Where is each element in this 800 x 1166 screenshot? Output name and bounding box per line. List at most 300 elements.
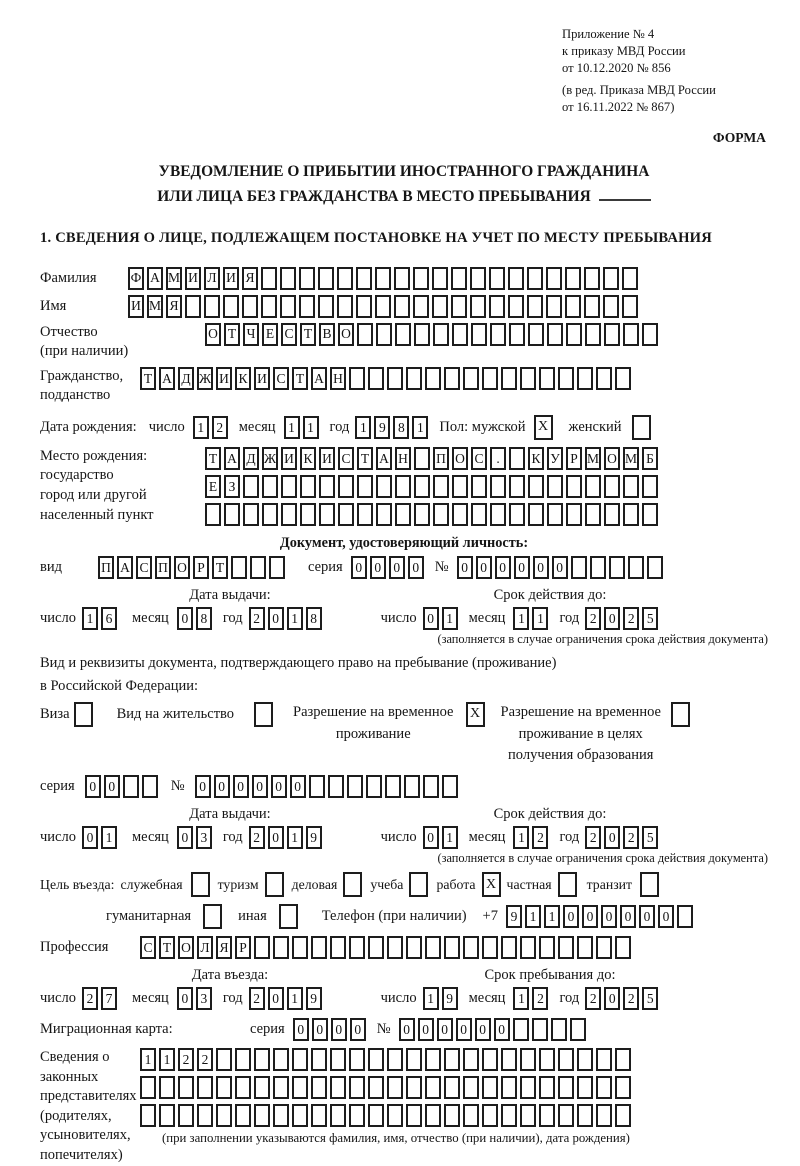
- char-cell[interactable]: [243, 475, 259, 498]
- char-cell[interactable]: [471, 323, 487, 346]
- male-checkbox[interactable]: X: [534, 415, 553, 440]
- char-cell[interactable]: 2: [585, 987, 601, 1010]
- char-cell[interactable]: [413, 267, 429, 290]
- char-cell[interactable]: [551, 1018, 567, 1041]
- char-cell[interactable]: М: [147, 295, 163, 318]
- char-cell[interactable]: 0: [423, 607, 439, 630]
- char-cell[interactable]: Е: [262, 323, 278, 346]
- char-cell[interactable]: 1: [423, 987, 439, 1010]
- char-cell[interactable]: [309, 775, 325, 798]
- char-cell[interactable]: 1: [287, 826, 303, 849]
- char-cell[interactable]: [570, 1018, 586, 1041]
- char-cell[interactable]: 3: [196, 826, 212, 849]
- char-cell[interactable]: [387, 1076, 403, 1099]
- char-cell[interactable]: [677, 905, 693, 928]
- char-cell[interactable]: С: [140, 936, 156, 959]
- char-cell[interactable]: [368, 1076, 384, 1099]
- char-cell[interactable]: [366, 775, 382, 798]
- char-cell[interactable]: [387, 1104, 403, 1127]
- char-cell[interactable]: Я: [216, 936, 232, 959]
- char-cell[interactable]: 3: [196, 987, 212, 1010]
- char-cell[interactable]: [596, 1104, 612, 1127]
- char-cell[interactable]: А: [159, 367, 175, 390]
- char-cell[interactable]: [280, 295, 296, 318]
- char-cell[interactable]: [508, 295, 524, 318]
- char-cell[interactable]: 7: [101, 987, 117, 1010]
- char-cell[interactable]: [197, 1104, 213, 1127]
- char-cell[interactable]: 0: [620, 905, 636, 928]
- char-cell[interactable]: [413, 295, 429, 318]
- char-cell[interactable]: [520, 1076, 536, 1099]
- char-cell[interactable]: 9: [306, 826, 322, 849]
- char-cell[interactable]: 0: [195, 775, 211, 798]
- char-cell[interactable]: [254, 1048, 270, 1071]
- char-cell[interactable]: [357, 475, 373, 498]
- char-cell[interactable]: [642, 323, 658, 346]
- char-cell[interactable]: [520, 936, 536, 959]
- char-cell[interactable]: [356, 267, 372, 290]
- char-cell[interactable]: [501, 367, 517, 390]
- char-cell[interactable]: 2: [249, 826, 265, 849]
- char-cell[interactable]: [387, 1048, 403, 1071]
- char-cell[interactable]: [140, 1076, 156, 1099]
- char-cell[interactable]: [433, 503, 449, 526]
- char-cell[interactable]: 0: [601, 905, 617, 928]
- char-cell[interactable]: [300, 475, 316, 498]
- char-cell[interactable]: [406, 936, 422, 959]
- char-cell[interactable]: [566, 323, 582, 346]
- char-cell[interactable]: [311, 1104, 327, 1127]
- char-cell[interactable]: 1: [442, 826, 458, 849]
- char-cell[interactable]: 2: [532, 826, 548, 849]
- char-cell[interactable]: 1: [287, 607, 303, 630]
- char-cell[interactable]: [444, 1048, 460, 1071]
- char-cell[interactable]: В: [319, 323, 335, 346]
- char-cell[interactable]: Т: [224, 323, 240, 346]
- char-cell[interactable]: [394, 295, 410, 318]
- char-cell[interactable]: 5: [642, 607, 658, 630]
- char-cell[interactable]: [444, 1076, 460, 1099]
- char-cell[interactable]: [280, 267, 296, 290]
- char-cell[interactable]: 1: [303, 416, 319, 439]
- char-cell[interactable]: [513, 1018, 529, 1041]
- char-cell[interactable]: [558, 936, 574, 959]
- char-cell[interactable]: 0: [351, 556, 367, 579]
- char-cell[interactable]: [444, 367, 460, 390]
- char-cell[interactable]: [375, 267, 391, 290]
- char-cell[interactable]: [577, 1104, 593, 1127]
- char-cell[interactable]: [423, 775, 439, 798]
- char-cell[interactable]: [357, 323, 373, 346]
- char-cell[interactable]: [539, 1076, 555, 1099]
- char-cell[interactable]: Я: [166, 295, 182, 318]
- char-cell[interactable]: 0: [533, 556, 549, 579]
- char-cell[interactable]: 0: [399, 1018, 415, 1041]
- char-cell[interactable]: И: [185, 267, 201, 290]
- char-cell[interactable]: 1: [159, 1048, 175, 1071]
- char-cell[interactable]: [558, 1076, 574, 1099]
- char-cell[interactable]: [425, 1104, 441, 1127]
- char-cell[interactable]: [489, 295, 505, 318]
- char-cell[interactable]: [385, 775, 401, 798]
- char-cell[interactable]: [159, 1104, 175, 1127]
- char-cell[interactable]: [242, 295, 258, 318]
- char-cell[interactable]: [376, 323, 392, 346]
- char-cell[interactable]: 0: [457, 556, 473, 579]
- char-cell[interactable]: [159, 1076, 175, 1099]
- char-cell[interactable]: 0: [268, 607, 284, 630]
- char-cell[interactable]: [463, 936, 479, 959]
- char-cell[interactable]: И: [223, 267, 239, 290]
- char-cell[interactable]: О: [205, 323, 221, 346]
- char-cell[interactable]: [178, 1076, 194, 1099]
- purpose-business-checkbox[interactable]: [343, 872, 362, 897]
- char-cell[interactable]: [394, 267, 410, 290]
- char-cell[interactable]: [539, 936, 555, 959]
- char-cell[interactable]: [547, 503, 563, 526]
- char-cell[interactable]: [262, 475, 278, 498]
- char-cell[interactable]: [527, 295, 543, 318]
- char-cell[interactable]: 0: [495, 556, 511, 579]
- char-cell[interactable]: [596, 1076, 612, 1099]
- char-cell[interactable]: Т: [205, 447, 221, 470]
- char-cell[interactable]: 0: [177, 607, 193, 630]
- char-cell[interactable]: 0: [177, 987, 193, 1010]
- char-cell[interactable]: И: [254, 367, 270, 390]
- char-cell[interactable]: 2: [82, 987, 98, 1010]
- char-cell[interactable]: 0: [408, 556, 424, 579]
- char-cell[interactable]: [338, 475, 354, 498]
- char-cell[interactable]: [482, 1048, 498, 1071]
- purpose-official-checkbox[interactable]: [191, 872, 210, 897]
- char-cell[interactable]: С: [136, 556, 152, 579]
- visa-checkbox[interactable]: [74, 702, 93, 727]
- char-cell[interactable]: [596, 936, 612, 959]
- char-cell[interactable]: М: [166, 267, 182, 290]
- char-cell[interactable]: Н: [330, 367, 346, 390]
- char-cell[interactable]: 0: [290, 775, 306, 798]
- char-cell[interactable]: 0: [476, 556, 492, 579]
- char-cell[interactable]: [254, 1076, 270, 1099]
- char-cell[interactable]: С: [338, 447, 354, 470]
- char-cell[interactable]: Т: [159, 936, 175, 959]
- char-cell[interactable]: [318, 267, 334, 290]
- char-cell[interactable]: 0: [85, 775, 101, 798]
- char-cell[interactable]: [292, 936, 308, 959]
- char-cell[interactable]: Я: [242, 267, 258, 290]
- char-cell[interactable]: К: [528, 447, 544, 470]
- char-cell[interactable]: [311, 1048, 327, 1071]
- char-cell[interactable]: [142, 775, 158, 798]
- char-cell[interactable]: 0: [370, 556, 386, 579]
- char-cell[interactable]: [615, 936, 631, 959]
- char-cell[interactable]: [508, 267, 524, 290]
- char-cell[interactable]: 1: [525, 905, 541, 928]
- char-cell[interactable]: [520, 1104, 536, 1127]
- char-cell[interactable]: 2: [623, 607, 639, 630]
- char-cell[interactable]: 0: [582, 905, 598, 928]
- char-cell[interactable]: 0: [514, 556, 530, 579]
- char-cell[interactable]: [337, 267, 353, 290]
- char-cell[interactable]: [311, 1076, 327, 1099]
- char-cell[interactable]: [452, 323, 468, 346]
- char-cell[interactable]: [603, 267, 619, 290]
- char-cell[interactable]: [615, 1048, 631, 1071]
- char-cell[interactable]: 0: [252, 775, 268, 798]
- char-cell[interactable]: О: [452, 447, 468, 470]
- char-cell[interactable]: [328, 775, 344, 798]
- char-cell[interactable]: С: [471, 447, 487, 470]
- char-cell[interactable]: А: [376, 447, 392, 470]
- char-cell[interactable]: [490, 323, 506, 346]
- char-cell[interactable]: [615, 1104, 631, 1127]
- char-cell[interactable]: П: [155, 556, 171, 579]
- char-cell[interactable]: [269, 556, 285, 579]
- char-cell[interactable]: О: [178, 936, 194, 959]
- char-cell[interactable]: [425, 1048, 441, 1071]
- purpose-private-checkbox[interactable]: [558, 872, 577, 897]
- char-cell[interactable]: И: [281, 447, 297, 470]
- char-cell[interactable]: [224, 503, 240, 526]
- char-cell[interactable]: [490, 503, 506, 526]
- char-cell[interactable]: 0: [456, 1018, 472, 1041]
- char-cell[interactable]: [571, 556, 587, 579]
- char-cell[interactable]: 0: [604, 826, 620, 849]
- char-cell[interactable]: [442, 775, 458, 798]
- char-cell[interactable]: [349, 1104, 365, 1127]
- char-cell[interactable]: М: [623, 447, 639, 470]
- char-cell[interactable]: [406, 1104, 422, 1127]
- char-cell[interactable]: 0: [82, 826, 98, 849]
- char-cell[interactable]: Ж: [197, 367, 213, 390]
- char-cell[interactable]: [546, 295, 562, 318]
- char-cell[interactable]: [414, 447, 430, 470]
- char-cell[interactable]: [547, 323, 563, 346]
- char-cell[interactable]: [463, 1076, 479, 1099]
- char-cell[interactable]: 1: [284, 416, 300, 439]
- char-cell[interactable]: [140, 1104, 156, 1127]
- char-cell[interactable]: [451, 267, 467, 290]
- char-cell[interactable]: [204, 295, 220, 318]
- char-cell[interactable]: А: [147, 267, 163, 290]
- char-cell[interactable]: [577, 367, 593, 390]
- char-cell[interactable]: Р: [235, 936, 251, 959]
- char-cell[interactable]: К: [300, 447, 316, 470]
- char-cell[interactable]: [216, 1076, 232, 1099]
- char-cell[interactable]: [318, 295, 334, 318]
- char-cell[interactable]: [520, 1048, 536, 1071]
- char-cell[interactable]: Т: [292, 367, 308, 390]
- char-cell[interactable]: И: [128, 295, 144, 318]
- char-cell[interactable]: Н: [395, 447, 411, 470]
- char-cell[interactable]: [471, 475, 487, 498]
- char-cell[interactable]: [584, 267, 600, 290]
- char-cell[interactable]: [387, 936, 403, 959]
- char-cell[interactable]: 2: [249, 607, 265, 630]
- char-cell[interactable]: [178, 1104, 194, 1127]
- char-cell[interactable]: [349, 367, 365, 390]
- char-cell[interactable]: 6: [101, 607, 117, 630]
- char-cell[interactable]: 2: [532, 987, 548, 1010]
- char-cell[interactable]: [547, 475, 563, 498]
- char-cell[interactable]: [337, 295, 353, 318]
- char-cell[interactable]: 0: [271, 775, 287, 798]
- char-cell[interactable]: 0: [312, 1018, 328, 1041]
- char-cell[interactable]: 1: [513, 607, 529, 630]
- char-cell[interactable]: [596, 1048, 612, 1071]
- char-cell[interactable]: [452, 503, 468, 526]
- char-cell[interactable]: И: [319, 447, 335, 470]
- char-cell[interactable]: 0: [604, 607, 620, 630]
- char-cell[interactable]: 0: [268, 826, 284, 849]
- char-cell[interactable]: 0: [214, 775, 230, 798]
- char-cell[interactable]: [319, 475, 335, 498]
- char-cell[interactable]: [585, 323, 601, 346]
- char-cell[interactable]: Т: [300, 323, 316, 346]
- char-cell[interactable]: [330, 1104, 346, 1127]
- char-cell[interactable]: 0: [604, 987, 620, 1010]
- char-cell[interactable]: [501, 1104, 517, 1127]
- char-cell[interactable]: [330, 936, 346, 959]
- char-cell[interactable]: [123, 775, 139, 798]
- char-cell[interactable]: [357, 503, 373, 526]
- char-cell[interactable]: 0: [552, 556, 568, 579]
- char-cell[interactable]: А: [311, 367, 327, 390]
- char-cell[interactable]: [414, 503, 430, 526]
- char-cell[interactable]: 0: [177, 826, 193, 849]
- char-cell[interactable]: 0: [437, 1018, 453, 1041]
- char-cell[interactable]: Д: [243, 447, 259, 470]
- char-cell[interactable]: [425, 367, 441, 390]
- char-cell[interactable]: [216, 1104, 232, 1127]
- char-cell[interactable]: [615, 1076, 631, 1099]
- purpose-study-checkbox[interactable]: [409, 872, 428, 897]
- char-cell[interactable]: [482, 1104, 498, 1127]
- char-cell[interactable]: [414, 475, 430, 498]
- char-cell[interactable]: [470, 267, 486, 290]
- char-cell[interactable]: 2: [178, 1048, 194, 1071]
- char-cell[interactable]: [330, 1048, 346, 1071]
- temp-residence-checkbox[interactable]: X: [466, 702, 485, 727]
- char-cell[interactable]: [490, 475, 506, 498]
- char-cell[interactable]: 0: [475, 1018, 491, 1041]
- char-cell[interactable]: 2: [212, 416, 228, 439]
- char-cell[interactable]: 2: [249, 987, 265, 1010]
- char-cell[interactable]: [235, 1104, 251, 1127]
- char-cell[interactable]: [604, 503, 620, 526]
- char-cell[interactable]: [558, 367, 574, 390]
- char-cell[interactable]: [509, 323, 525, 346]
- char-cell[interactable]: 1: [287, 987, 303, 1010]
- char-cell[interactable]: [532, 1018, 548, 1041]
- char-cell[interactable]: 0: [233, 775, 249, 798]
- char-cell[interactable]: [185, 295, 201, 318]
- char-cell[interactable]: [375, 295, 391, 318]
- char-cell[interactable]: [566, 475, 582, 498]
- char-cell[interactable]: [501, 1048, 517, 1071]
- char-cell[interactable]: [404, 775, 420, 798]
- char-cell[interactable]: [509, 447, 525, 470]
- char-cell[interactable]: [406, 367, 422, 390]
- char-cell[interactable]: [642, 475, 658, 498]
- char-cell[interactable]: 0: [423, 826, 439, 849]
- char-cell[interactable]: 8: [306, 607, 322, 630]
- char-cell[interactable]: [623, 503, 639, 526]
- char-cell[interactable]: [470, 295, 486, 318]
- temp-residence-edu-checkbox[interactable]: [671, 702, 690, 727]
- char-cell[interactable]: 1: [544, 905, 560, 928]
- char-cell[interactable]: 0: [658, 905, 674, 928]
- char-cell[interactable]: 0: [639, 905, 655, 928]
- char-cell[interactable]: 0: [563, 905, 579, 928]
- residence-permit-checkbox[interactable]: [254, 702, 273, 727]
- char-cell[interactable]: [197, 1076, 213, 1099]
- char-cell[interactable]: [623, 475, 639, 498]
- char-cell[interactable]: 2: [623, 826, 639, 849]
- char-cell[interactable]: [395, 503, 411, 526]
- char-cell[interactable]: [604, 475, 620, 498]
- char-cell[interactable]: [273, 936, 289, 959]
- char-cell[interactable]: [395, 475, 411, 498]
- char-cell[interactable]: [558, 1048, 574, 1071]
- char-cell[interactable]: [235, 1048, 251, 1071]
- char-cell[interactable]: [539, 1104, 555, 1127]
- char-cell[interactable]: .: [490, 447, 506, 470]
- char-cell[interactable]: [299, 295, 315, 318]
- char-cell[interactable]: С: [273, 367, 289, 390]
- char-cell[interactable]: О: [174, 556, 190, 579]
- char-cell[interactable]: [463, 1048, 479, 1071]
- char-cell[interactable]: [349, 1048, 365, 1071]
- char-cell[interactable]: [565, 267, 581, 290]
- char-cell[interactable]: [585, 503, 601, 526]
- char-cell[interactable]: 1: [442, 607, 458, 630]
- char-cell[interactable]: [577, 1048, 593, 1071]
- char-cell[interactable]: А: [117, 556, 133, 579]
- char-cell[interactable]: 2: [585, 826, 601, 849]
- char-cell[interactable]: [281, 503, 297, 526]
- char-cell[interactable]: [273, 1076, 289, 1099]
- char-cell[interactable]: 0: [389, 556, 405, 579]
- char-cell[interactable]: [444, 936, 460, 959]
- char-cell[interactable]: [489, 267, 505, 290]
- char-cell[interactable]: [596, 367, 612, 390]
- char-cell[interactable]: 1: [82, 607, 98, 630]
- char-cell[interactable]: Ж: [262, 447, 278, 470]
- char-cell[interactable]: [463, 1104, 479, 1127]
- char-cell[interactable]: [628, 556, 644, 579]
- char-cell[interactable]: 0: [268, 987, 284, 1010]
- char-cell[interactable]: [471, 503, 487, 526]
- char-cell[interactable]: [433, 475, 449, 498]
- char-cell[interactable]: [235, 1076, 251, 1099]
- char-cell[interactable]: [647, 556, 663, 579]
- char-cell[interactable]: [300, 503, 316, 526]
- char-cell[interactable]: К: [235, 367, 251, 390]
- char-cell[interactable]: [292, 1076, 308, 1099]
- char-cell[interactable]: Т: [357, 447, 373, 470]
- char-cell[interactable]: Л: [204, 267, 220, 290]
- char-cell[interactable]: [622, 267, 638, 290]
- char-cell[interactable]: [604, 323, 620, 346]
- char-cell[interactable]: И: [216, 367, 232, 390]
- char-cell[interactable]: [330, 1076, 346, 1099]
- char-cell[interactable]: [444, 1104, 460, 1127]
- char-cell[interactable]: [622, 295, 638, 318]
- char-cell[interactable]: М: [585, 447, 601, 470]
- char-cell[interactable]: [539, 1048, 555, 1071]
- char-cell[interactable]: [395, 323, 411, 346]
